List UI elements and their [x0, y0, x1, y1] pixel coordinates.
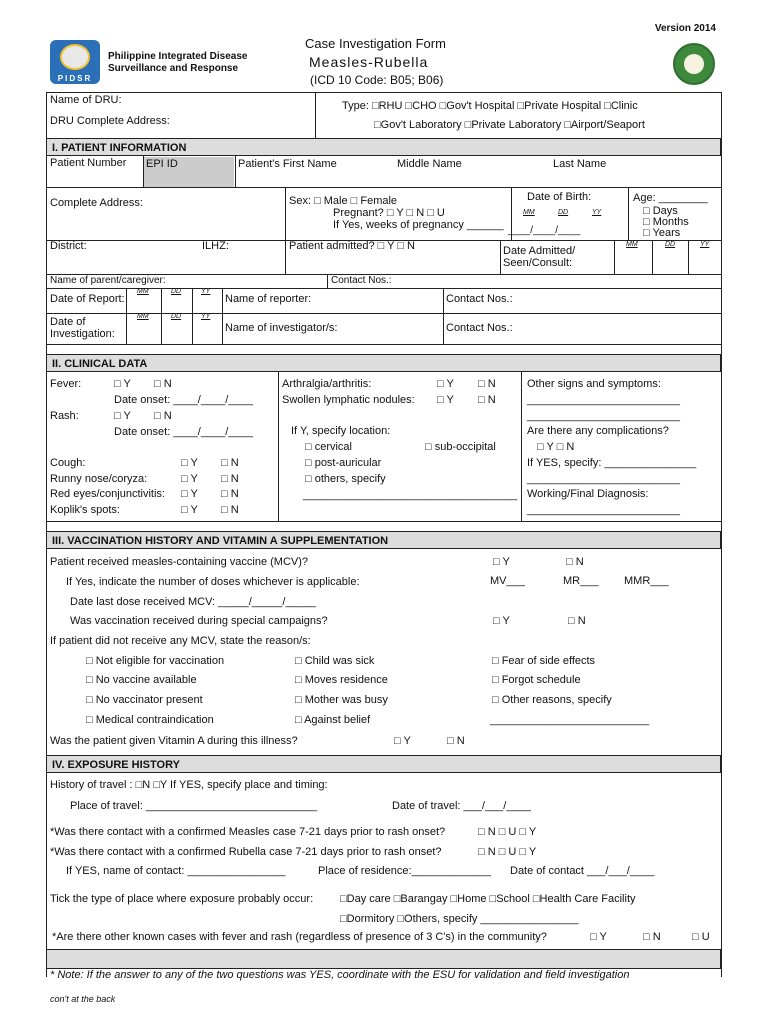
other-cases-y[interactable]: □ Y [590, 931, 607, 943]
admit-yy: YY [700, 241, 710, 248]
rash-n[interactable]: □ N [154, 410, 172, 422]
other-cases-u[interactable]: □ U [692, 931, 710, 943]
arthralgia-label: Arthralgia/arthritis: [282, 378, 372, 390]
working-diagnosis-label: Working/Final Diagnosis: [527, 488, 649, 500]
form-subtitle: Measles-Rubella [309, 54, 429, 70]
vitamin-a-question: Was the patient given Vitamin A during this illness? [50, 735, 298, 747]
age-field[interactable]: Age: ________ [633, 192, 708, 204]
fever-n[interactable]: □ N [154, 378, 172, 390]
reason-moves[interactable]: □ Moves residence [295, 674, 388, 686]
parent-label: Name of parent/caregiver: [50, 275, 166, 286]
first-name-label: Patient's First Name [238, 158, 337, 170]
other-signs-label: Other signs and symptoms: [527, 378, 661, 390]
cough-label: Cough: [50, 457, 86, 469]
complications-line[interactable]: _________________________ [527, 473, 680, 485]
version-label: Version 2014 [654, 23, 716, 34]
measles-contact-options[interactable]: □ N □ U □ Y [478, 826, 537, 838]
district-label: District: [50, 240, 87, 252]
red-eyes-y[interactable]: □ Y [181, 488, 198, 500]
icd-code: (ICD 10 Code: B05; B06) [310, 73, 444, 87]
date-investigation-label [50, 316, 115, 340]
suboccipital-option[interactable]: □ sub-occipital [425, 441, 496, 453]
fever-y[interactable]: □ Y [114, 378, 131, 390]
last-name-label: Last Name [553, 158, 607, 170]
invest-mm: MM [137, 313, 149, 320]
reason-no-vaccinator[interactable]: □ No vaccinator present [86, 694, 203, 706]
patient-admitted-field[interactable]: Patient admitted? □ Y □ N [289, 240, 416, 252]
reasons-label: If patient did not receive any MCV, state the reason/s: [50, 635, 311, 647]
dob-yy: YY [592, 209, 602, 216]
other-cases-n[interactable]: □ N [643, 931, 661, 943]
report-yy: YY [201, 288, 211, 295]
contact-date[interactable]: Date of contact ___/___/____ [510, 865, 655, 877]
reason-fear[interactable]: □ Fear of side effects [492, 655, 596, 667]
mcv-question: Patient received measles-containing vaccine (MCV)? [50, 556, 309, 568]
doh-seal-icon [673, 43, 715, 85]
koplik-y[interactable]: □ Y [181, 504, 198, 516]
other-signs-line1[interactable]: _________________________ [527, 394, 680, 406]
org-line-2: Surveillance and Response [108, 63, 239, 74]
complications-yn[interactable]: □ Y □ N [537, 441, 575, 453]
date-investigation-line2: Investigation: [50, 328, 115, 340]
rubella-contact-question: *Was there contact with a confirmed Rubella case 7-21 days prior to rash onset? [50, 846, 442, 858]
reporter-label: Name of reporter: [225, 293, 312, 305]
logo-text: PIDSR [57, 74, 93, 83]
runny-nose-label: Runny nose/coryza: [50, 473, 148, 485]
ilhz-label: ILHZ: [202, 240, 229, 252]
age-years[interactable]: □ Years [643, 227, 681, 239]
reporter-contact-label: Contact Nos.: [446, 293, 513, 305]
rash-onset[interactable]: Date onset: ____/____/____ [114, 426, 253, 438]
reason-medical[interactable]: □ Medical contraindication [86, 714, 214, 726]
place-of-travel[interactable]: Place of travel: ____________________________ [70, 800, 318, 812]
patient-number-label: Patient Number [50, 157, 127, 169]
section-vaccination: III. VACCINATION HISTORY AND VITAMIN A SUPPLEMENTATION [46, 531, 721, 549]
campaign-n[interactable]: □ N [568, 615, 586, 627]
reason-child-sick[interactable]: □ Child was sick [295, 655, 375, 667]
date-admitted-label: Date Admitted/ [503, 245, 576, 257]
cough-y[interactable]: □ Y [181, 457, 198, 469]
doses-question: If Yes, indicate the number of doses whichever is applicable: [66, 576, 360, 588]
section-clinical-data: II. CLINICAL DATA [46, 354, 721, 372]
vitamin-a-n[interactable]: □ N [447, 735, 465, 747]
mr-doses[interactable]: MR___ [563, 575, 599, 587]
measles-contact-question: *Was there contact with a confirmed Measles case 7-21 days prior to rash onset? [50, 826, 446, 838]
date-of-travel[interactable]: Date of travel: ___/___/____ [392, 800, 531, 812]
admit-dd: DD [665, 241, 676, 248]
parent-contact-label: Contact Nos.: [331, 275, 392, 286]
tick-place-label: Tick the type of place where exposure probably occur: [50, 893, 314, 905]
invest-dd: DD [171, 313, 182, 320]
form-title: Case Investigation Form [305, 36, 446, 51]
footer-note: * Note: If the answer to any of the two questions was YES, coordinate with the ESU for validation and field investigation [50, 969, 630, 981]
last-dose-date[interactable]: Date last dose received MCV: _____/_____/_____ [70, 596, 317, 608]
rash-label: Rash: [50, 410, 79, 422]
dob-dd: DD [558, 209, 569, 216]
dob-mm: MM [523, 209, 535, 216]
working-diagnosis-input[interactable]: _________________________ [527, 504, 680, 516]
postauricular-option[interactable]: □ post-auricular [305, 457, 382, 469]
date-report-label: Date of Report: [50, 293, 125, 305]
place-options-2[interactable]: □Dormitory □Others, specify ________________ [340, 913, 579, 925]
rubella-contact-options[interactable]: □ N □ U □ Y [478, 846, 537, 858]
invest-yy: YY [201, 313, 211, 320]
rash-y[interactable]: □ Y [114, 410, 131, 422]
seen-consult-label: Seen/Consult: [503, 257, 573, 269]
swollen-nodes-y[interactable]: □ Y [437, 394, 454, 406]
campaign-question: Was vaccination received during special campaigns? [70, 615, 328, 627]
epi-id-label: EPI ID [146, 158, 178, 170]
section-exposure: IV. EXPOSURE HISTORY [46, 755, 721, 773]
swollen-nodes-n[interactable]: □ N [478, 394, 496, 406]
red-eyes-n[interactable]: □ N [221, 488, 239, 500]
age-days[interactable]: □ Days [643, 205, 678, 217]
report-dd: DD [171, 288, 182, 295]
mv-doses[interactable]: MV___ [490, 575, 525, 587]
complete-address-label: Complete Address: [50, 197, 143, 209]
reason-other[interactable]: □ Other reasons, specify [492, 694, 612, 706]
reason-against-belief[interactable]: □ Against belief [295, 714, 371, 726]
others-location-input[interactable]: ___________________________________ [303, 489, 518, 501]
continue-note: con't at the back [50, 994, 116, 1004]
arthralgia-n[interactable]: □ N [478, 378, 496, 390]
reason-forgot[interactable]: □ Forgot schedule [492, 674, 581, 686]
other-signs-line2[interactable]: _________________________ [527, 410, 680, 422]
mcv-y[interactable]: □ Y [493, 556, 510, 568]
reason-other-input[interactable]: __________________________ [490, 714, 650, 726]
sex-field[interactable]: Sex: □ Male □ Female [289, 195, 398, 207]
mcv-n[interactable]: □ N [566, 556, 584, 568]
complications-specify[interactable]: If YES, specify: _______________ [527, 457, 697, 469]
fever-onset[interactable]: Date onset: ____/____/____ [114, 394, 253, 406]
investigator-contact-label: Contact Nos.: [446, 322, 513, 334]
contact-name[interactable]: If YES, name of contact: ________________ [66, 865, 286, 877]
koplik-n[interactable]: □ N [221, 504, 239, 516]
middle-name-label: Middle Name [397, 158, 462, 170]
pidsr-logo [50, 40, 100, 84]
section-patient-info: I. PATIENT INFORMATION [46, 138, 721, 156]
dru-type-line1[interactable]: Type: □RHU □CHO □Gov't Hospital □Private Hospital □Clinic [342, 100, 638, 112]
age-months[interactable]: □ Months [643, 216, 689, 228]
dru-name-label: Name of DRU: [50, 94, 122, 106]
dru-address-label: DRU Complete Address: [50, 115, 170, 127]
admit-mm: MM [626, 241, 638, 248]
swollen-nodes-label: Swollen lymphatic nodules: [282, 394, 415, 406]
campaign-y[interactable]: □ Y [493, 615, 510, 627]
cervical-option[interactable]: □ cervical [305, 441, 352, 453]
specify-location-label: If Y, specify location: [291, 425, 391, 437]
dob-input[interactable]: ____/____/____ [508, 225, 581, 236]
org-line-1: Philippine Integrated Disease [108, 51, 248, 62]
weeks-pregnancy-field[interactable]: If Yes, weeks of pregnancy ______ [333, 219, 504, 231]
reason-no-vaccine[interactable]: □ No vaccine available [86, 674, 197, 686]
vitamin-a-y[interactable]: □ Y [394, 735, 411, 747]
travel-history[interactable]: History of travel : □N □Y If YES, specify place and timing: [50, 779, 328, 791]
reason-mother-busy[interactable]: □ Mother was busy [295, 694, 388, 706]
fever-label: Fever: [50, 378, 82, 390]
red-eyes-label: Red eyes/conjunctivitis: [50, 488, 165, 500]
runny-nose-y[interactable]: □ Y [181, 473, 198, 485]
investigator-label: Name of investigator/s: [225, 322, 338, 334]
mmr-doses[interactable]: MMR___ [624, 575, 669, 587]
reason-not-eligible[interactable]: □ Not eligible for vaccination [86, 655, 225, 667]
org-name [108, 51, 247, 75]
arthralgia-y[interactable]: □ Y [437, 378, 454, 390]
contact-residence[interactable]: Place of residence:_____________ [318, 865, 492, 877]
date-investigation-line1: Date of [50, 316, 86, 328]
footer-bar [46, 949, 721, 969]
pregnant-field[interactable]: Pregnant? □ Y □ N □ U [333, 207, 445, 219]
koplik-label: Koplik's spots: [50, 504, 120, 516]
runny-nose-n[interactable]: □ N [221, 473, 239, 485]
dob-label: Date of Birth: [527, 191, 592, 203]
complications-label: Are there any complications? [527, 425, 669, 437]
report-mm: MM [137, 288, 149, 295]
place-options-1[interactable]: □Day care □Barangay □Home □School □Health Care Facility [340, 893, 636, 905]
cough-n[interactable]: □ N [221, 457, 239, 469]
dru-type-line2[interactable]: □Gov't Laboratory □Private Laboratory □Airport/Seaport [374, 119, 645, 131]
other-cases-question: *Are there other known cases with fever and rash (regardless of presence of 3 C's) in the community? [52, 931, 547, 943]
others-location-option[interactable]: □ others, specify [305, 473, 386, 485]
